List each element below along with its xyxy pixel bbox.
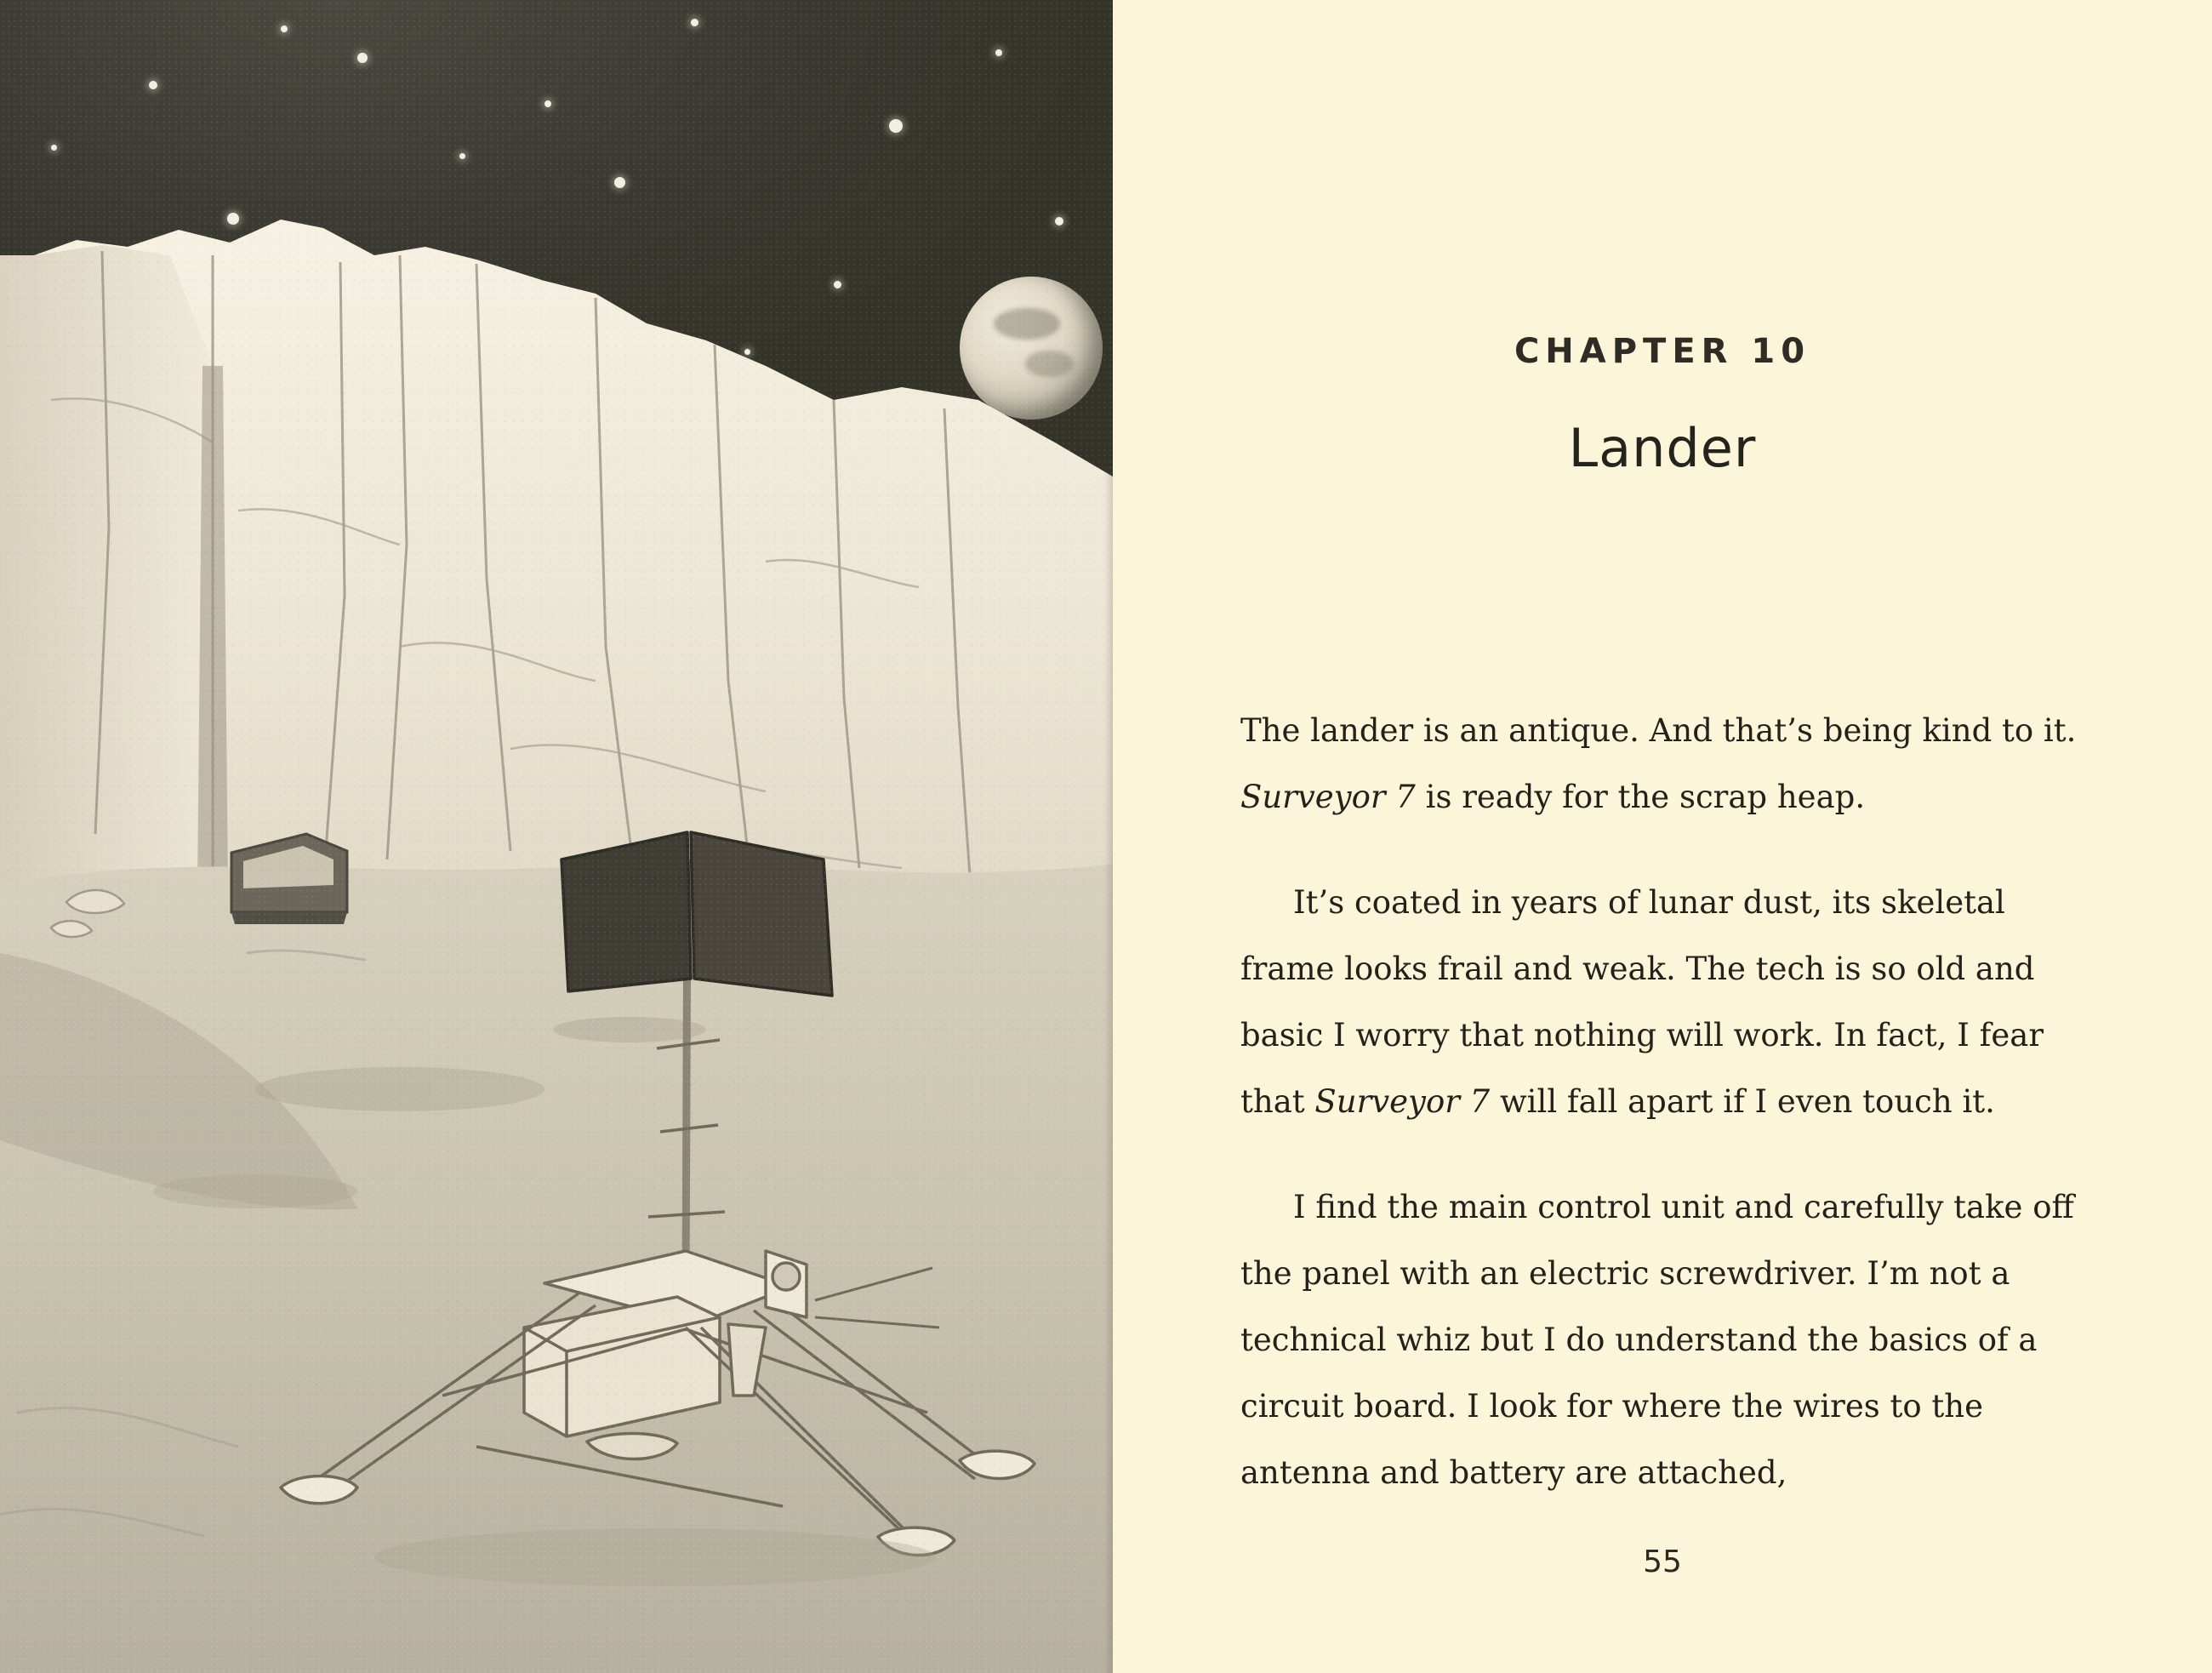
paragraph bbox=[1240, 870, 2108, 1135]
paragraph bbox=[1240, 1174, 2108, 1506]
italic-title: Surveyor 7 bbox=[1314, 1083, 1491, 1120]
page-number: 55 bbox=[1643, 1545, 1682, 1579]
text-run: It’s coated in years of lunar dust, its skeletal frame looks frail and weak. The tech is so old and basic I worry that nothing will work. In fact, I fear that bbox=[1240, 884, 2044, 1120]
text-page bbox=[1113, 0, 2212, 1673]
chapter-label: CHAPTER 10 bbox=[1514, 332, 1811, 371]
paragraph bbox=[1240, 698, 2108, 831]
text-run: is ready for the scrap heap. bbox=[1415, 779, 1866, 815]
chapter-title: Lander bbox=[1568, 417, 1757, 479]
body-text bbox=[1240, 698, 2108, 1545]
italic-title: Surveyor 7 bbox=[1240, 779, 1416, 815]
text-run: will fall apart if I even touch it. bbox=[1490, 1083, 1995, 1120]
page-gutter bbox=[1104, 0, 1113, 1673]
rover-vehicle bbox=[231, 834, 347, 924]
text-run: I find the main control unit and carefully take off the panel with an electric screwdriver. I’m not a technical whiz but I do understand the basics of a circuit board. I look for where the wires to the antenna and battery are attached, bbox=[1240, 1189, 2074, 1491]
text-run: The lander is an antique. And that’s being kind to it. bbox=[1240, 712, 2077, 749]
